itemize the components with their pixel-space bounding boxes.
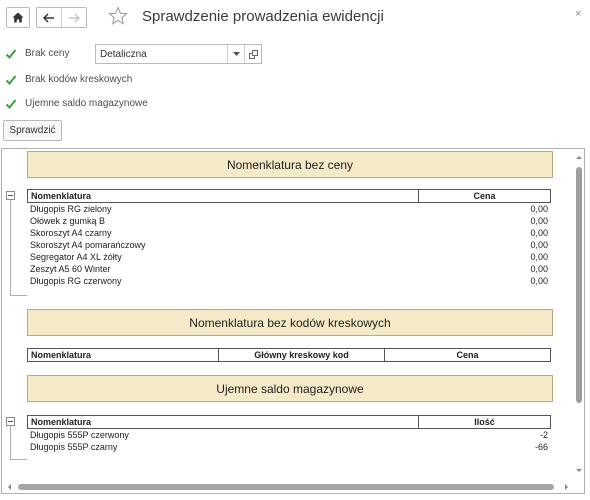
table-header-negative-balance [27,415,551,429]
negative-balance-label: Ujemne saldo magazynowe [25,98,148,109]
back-arrow-icon [43,13,55,23]
group-bracket-end [10,459,27,460]
column-header-price: Cena [384,349,550,361]
row-name: Długopis RG czerwony [30,276,122,286]
row-name: Długopis 555P czarny [30,442,118,452]
vertical-scrollbar[interactable] [574,149,584,479]
table-row [27,430,551,441]
close-icon[interactable]: × [575,8,582,20]
row-name: Zeszyt A5 60 Winter [30,264,111,274]
no-barcodes-label: Brak kodów kreskowych [25,74,133,85]
navigation-buttons [36,7,87,28]
row-name: Skoroszyt A4 czarny [30,228,112,238]
table-header-no-price [27,189,551,203]
scroll-up-icon[interactable] [574,153,584,161]
no-price-checkbox[interactable] [5,48,17,60]
horizontal-scrollbar[interactable] [2,481,574,493]
no-price-label: Brak ceny [25,48,70,59]
back-button[interactable] [37,8,61,27]
group-bracket-end [10,295,27,296]
row-name: Skoroszyt A4 pomarańczowy [30,240,146,250]
price-type-select[interactable] [95,44,262,64]
row-price: 0,00 [530,276,548,286]
column-header-main-barcode: Główny kreskowy kod [218,349,384,361]
row-price: 0,00 [530,264,548,274]
row-quantity: -2 [539,430,548,440]
table-row [27,204,551,215]
favorite-star-icon[interactable] [108,6,128,26]
row-price: 0,00 [530,204,548,214]
section-header-negative-balance: Ujemne saldo magazynowe [27,375,553,402]
section-header-no-barcodes: Nomenklatura bez kodów kreskowych [27,309,553,336]
forward-arrow-icon [68,13,80,23]
table-row [27,442,551,453]
table-row [27,216,551,227]
row-name: Ołówek z gumką B [30,216,106,226]
row-name: Segregator A4 XL żółty [30,252,122,262]
scroll-down-icon[interactable] [574,467,584,475]
row-price: 0,00 [530,240,548,250]
chevron-down-icon [233,52,240,56]
column-header-nomenclature: Nomenklatura [31,417,92,427]
horizontal-scroll-thumb[interactable] [18,484,554,490]
home-button[interactable] [6,7,30,28]
table-header-no-barcodes [27,348,551,362]
vertical-scroll-thumb[interactable] [576,167,582,403]
row-name: Długopis RG zielony [30,204,112,214]
negative-balance-checkbox[interactable] [5,98,17,110]
table-row [27,240,551,251]
page-title: Sprawdzenie prowadzenia ewidencji [142,8,384,25]
home-icon [12,12,24,23]
dropdown-button[interactable] [227,45,244,63]
open-button[interactable] [244,45,261,63]
row-price: 0,00 [530,252,548,262]
section-header-no-price: Nomenklatura bez ceny [27,151,553,178]
collapse-group-icon[interactable] [6,191,15,200]
row-price: 0,00 [530,228,548,238]
table-row [27,276,551,287]
table-row [27,252,551,263]
no-barcodes-checkbox[interactable] [5,74,17,86]
report-area[interactable] [1,148,585,494]
scroll-left-icon[interactable] [5,481,13,493]
forward-button[interactable] [61,8,86,27]
open-window-icon [249,50,258,59]
column-header-nomenclature: Nomenklatura [31,191,92,201]
scroll-right-icon[interactable] [563,481,571,493]
column-header-nomenclature: Nomenklatura [31,350,92,360]
check-button[interactable]: Sprawdzić [3,120,62,141]
collapse-group-icon[interactable] [6,417,15,426]
row-quantity: -66 [534,442,548,452]
group-bracket [10,426,11,459]
row-price: 0,00 [530,216,548,226]
column-header-price: Cena [418,190,550,202]
table-row [27,228,551,239]
report-content [2,149,584,479]
table-row [27,264,551,275]
group-bracket [10,200,11,295]
price-type-value: Detaliczna [100,49,147,60]
row-name: Długopis 555P czerwony [30,430,129,440]
column-header-quantity: Ilość [418,416,550,428]
